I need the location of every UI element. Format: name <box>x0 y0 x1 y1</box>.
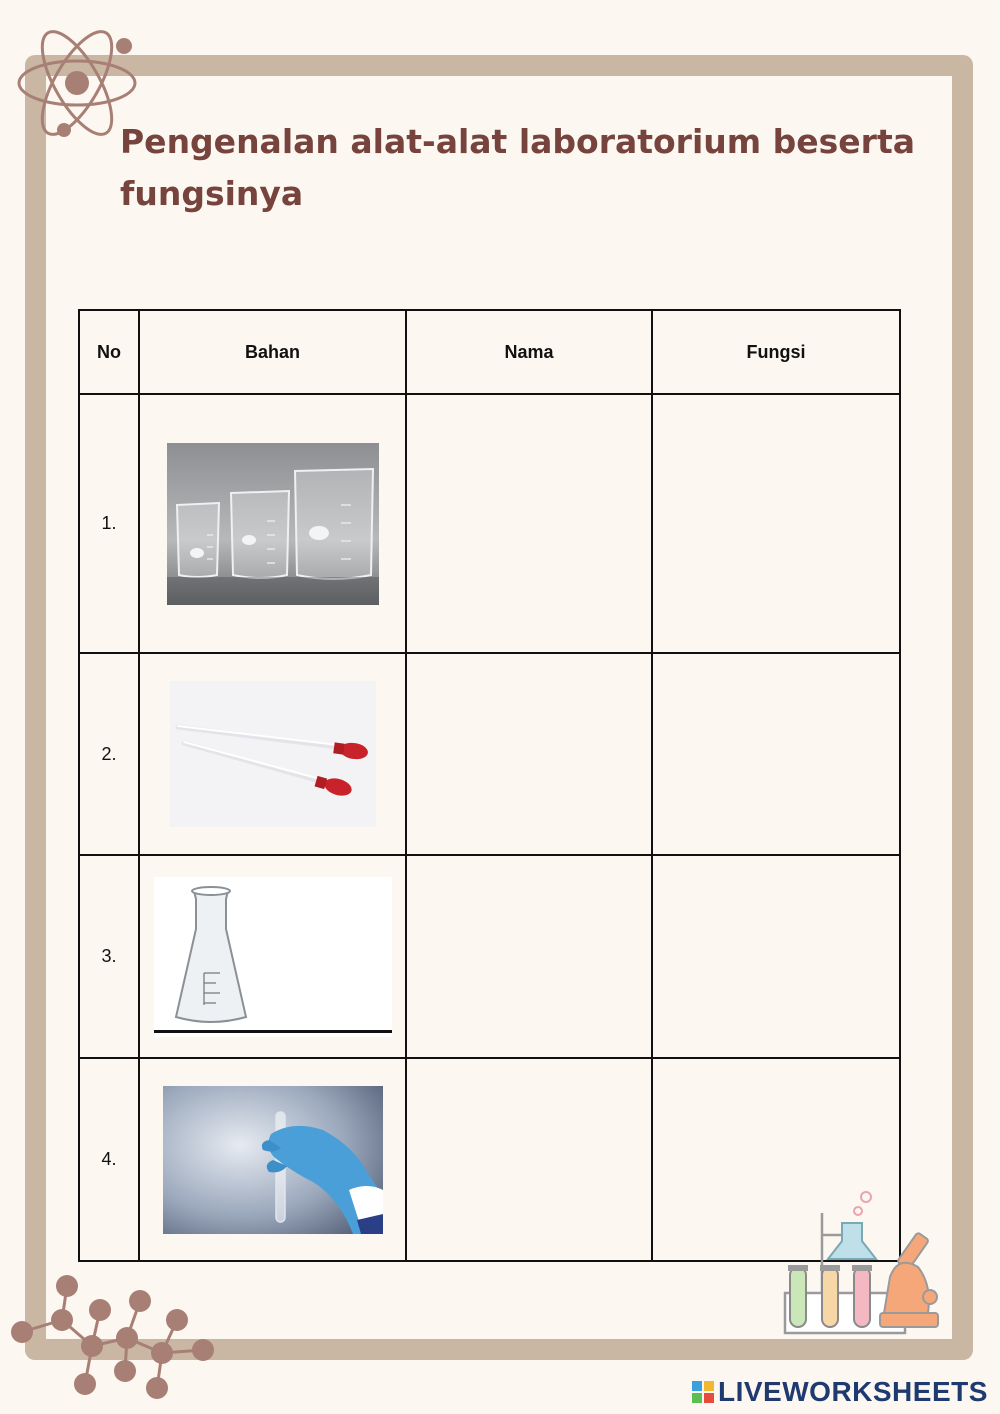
fungsi-answer-cell[interactable] <box>652 855 900 1058</box>
nama-answer-cell[interactable] <box>406 1058 652 1261</box>
brand-name: LIVEWORKSHEETS <box>718 1376 988 1407</box>
table-row <box>79 394 900 653</box>
row-number: 1. <box>79 394 139 653</box>
table-row <box>79 653 900 855</box>
nama-answer-cell[interactable] <box>406 855 652 1058</box>
worksheet-table <box>78 309 901 1262</box>
molecule-icon <box>5 1268 220 1414</box>
header-no: No <box>79 310 139 394</box>
header-bahan: Bahan <box>139 310 406 394</box>
table-row <box>79 1058 900 1261</box>
fungsi-answer-cell[interactable] <box>652 394 900 653</box>
liveworksheets-logo-icon <box>692 1381 714 1403</box>
row-image-cell <box>139 394 406 653</box>
liveworksheets-brand <box>692 1376 988 1408</box>
test-tube-gloved-hand-icon <box>163 1086 383 1234</box>
row-number: 3. <box>79 855 139 1058</box>
fungsi-answer-cell[interactable] <box>652 653 900 855</box>
erlenmeyer-flask-icon <box>154 877 392 1037</box>
nama-answer-cell[interactable] <box>406 653 652 855</box>
row-number: 2. <box>79 653 139 855</box>
header-fungsi: Fungsi <box>652 310 900 394</box>
nama-answer-cell[interactable] <box>406 394 652 653</box>
row-number: 4. <box>79 1058 139 1261</box>
page-title: Pengenalan alat-alat laboratorium beserta fungsinya <box>120 122 915 213</box>
table-row <box>79 855 900 1058</box>
table-header-row <box>79 310 900 394</box>
row-image-cell <box>139 855 406 1058</box>
row-image-cell <box>139 1058 406 1261</box>
beakers-icon <box>167 443 379 605</box>
lab-equipment-icon <box>780 1185 945 1340</box>
header-nama: Nama <box>406 310 652 394</box>
row-image-cell <box>139 653 406 855</box>
dropper-pipettes-icon <box>170 681 376 827</box>
